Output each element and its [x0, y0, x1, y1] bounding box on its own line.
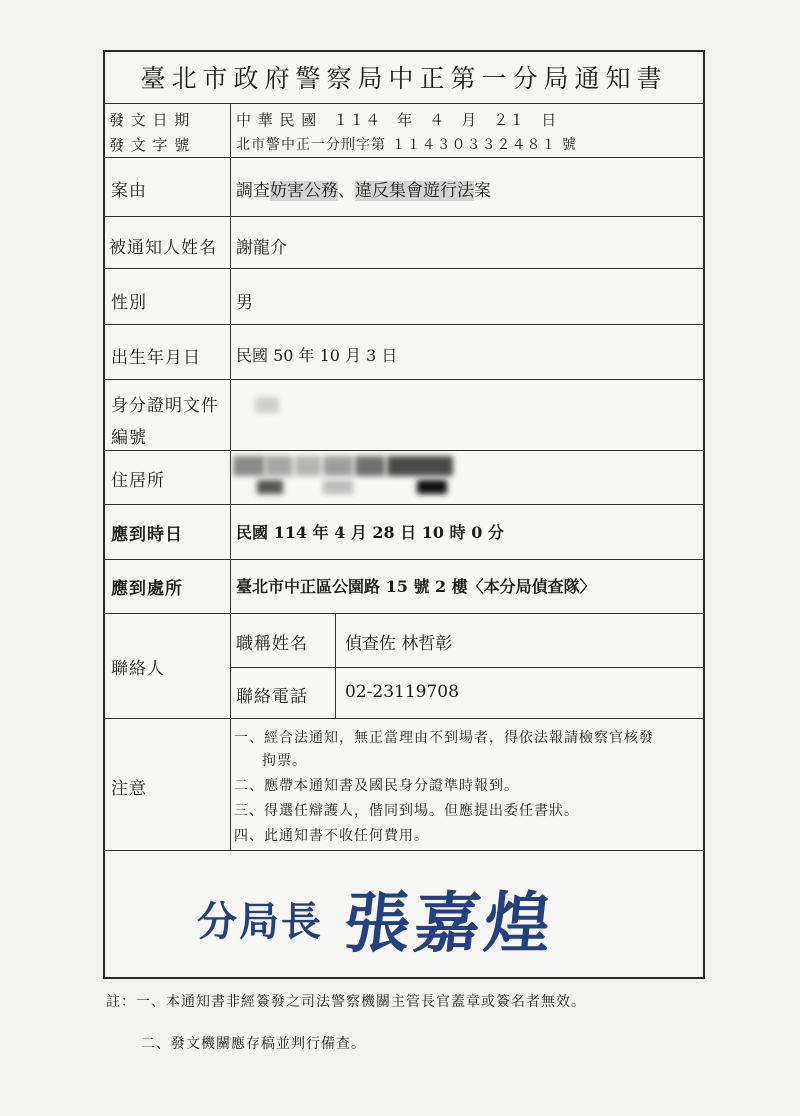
case-value: [236, 176, 491, 201]
divider: [105, 718, 703, 719]
divider: [105, 559, 703, 560]
contact-phone-label: 聯絡電話: [236, 687, 308, 707]
note-item: 一、經合法通知，無正當理由不到場者，得依法報請檢察官核發: [234, 730, 654, 746]
address-label: 住居所: [111, 471, 165, 491]
birth-value: 民國 50 年 10 月 3 日: [236, 346, 398, 365]
appear-place-value: 臺北市中正區公園路 15 號 2 樓〈本分局偵查隊〉: [236, 577, 596, 596]
divider: [105, 504, 703, 505]
contact-phone-value: 02-23119708: [345, 682, 459, 702]
name-label: 被通知人姓名: [109, 238, 217, 258]
form-title: 臺北市政府警察局中正第一分局通知書: [140, 64, 668, 93]
divider: [105, 613, 703, 614]
case-prefix: 調查: [236, 181, 270, 201]
case-separator: 、: [338, 181, 355, 201]
divider: [230, 667, 703, 668]
note-item: 二、應帶本通知書及國民身分證準時報到。: [234, 778, 519, 794]
divider: [105, 157, 703, 158]
contact-title-label: 職稱姓名: [236, 634, 308, 654]
divider: [105, 324, 703, 325]
case-highlight-1: 妨害公務: [270, 181, 338, 201]
name-value: 謝龍介: [236, 238, 287, 258]
footer-note-1: 註：一、本通知書非經簽發之司法警察機關主管長官蓋章或簽名者無效。: [106, 994, 586, 1010]
divider: [105, 268, 703, 269]
column-divider: [335, 613, 336, 718]
divider: [105, 103, 703, 104]
signature-title: 分局長: [197, 898, 323, 945]
divider: [105, 450, 703, 451]
case-highlight-2: 違反集會遊行法: [355, 181, 474, 201]
id-doc-label-2: 編號: [111, 428, 147, 448]
gender-value: 男: [236, 293, 253, 313]
divider: [105, 850, 703, 851]
note-item: 四、此通知書不收任何費用。: [234, 828, 429, 844]
divider: [105, 216, 703, 217]
appear-place-label: 應到處所: [111, 579, 183, 599]
column-divider: [230, 103, 231, 850]
birth-label: 出生年月日: [111, 348, 201, 368]
note-item: 拘票。: [262, 753, 307, 769]
note-item: 三、得選任辯護人，偕同到場。但應提出委任書狀。: [234, 803, 579, 819]
contact-title-value: 偵查佐 林哲彰: [345, 634, 453, 654]
id-doc-label: 身分證明文件: [111, 396, 219, 416]
divider: [105, 379, 703, 380]
notice-form: [103, 50, 705, 979]
appear-time-label: 應到時日: [111, 525, 183, 545]
contact-label: 聯絡人: [111, 659, 165, 679]
issue-date-value: 中 華 民 國 １１４ 年 ４ 月 ２１ 日: [236, 111, 558, 129]
gender-label: 性別: [111, 293, 147, 313]
issue-number-label: 發 文 字 號: [109, 136, 191, 154]
notes-label: 注意: [111, 779, 147, 799]
issue-date-label: 發 文 日 期: [109, 111, 191, 129]
footer-note-2: 二、發文機關應存稿並判行備查。: [141, 1036, 366, 1052]
redacted-id: [255, 397, 279, 413]
case-suffix: 案: [474, 181, 491, 201]
appear-time-value: 民國 114 年 4 月 28 日 10 時 0 分: [236, 523, 504, 542]
case-label: 案由: [111, 181, 147, 201]
signature-name: 張嘉煌: [340, 884, 559, 962]
issue-number-value: 北市警中正一分刑字第 １１４３０３３２４８１ 號: [236, 137, 577, 153]
